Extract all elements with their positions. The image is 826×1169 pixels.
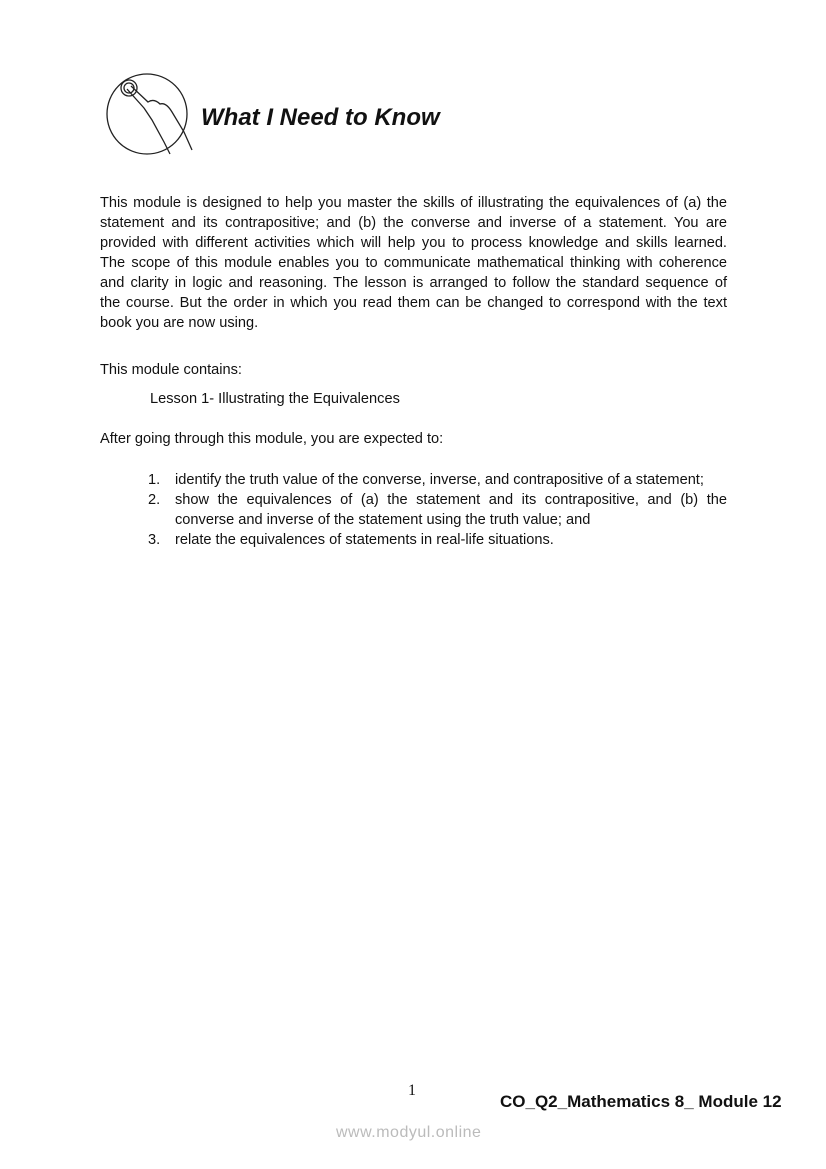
intro-line: statement and its contrapositive; and (b) the converse and inverse of a statement. You are: [100, 215, 727, 231]
objective-text: identify the truth value of the converse, inverse, and contrapositive of a statement;: [175, 472, 704, 488]
hand-pointer-icon: [104, 72, 198, 158]
objective-number: 3.: [148, 532, 161, 548]
expect-label: After going through this module, you are expected to:: [100, 431, 444, 447]
module-footer: CO_Q2_Mathematics 8_ Module 12: [500, 1092, 782, 1111]
intro-line: book you are now using.: [100, 315, 259, 331]
objective-number: 2.: [148, 492, 161, 508]
intro-line: the course. But the order in which you read them can be changed to correspond with the text: [100, 295, 727, 311]
watermark: www.modyul.online: [336, 1124, 482, 1141]
objective-text: relate the equivalences of statements in real-life situations.: [175, 532, 554, 548]
intro-line: This module is designed to help you master the skills of illustrating the equivalences of (a) the: [100, 195, 727, 211]
contains-label: This module contains:: [100, 362, 242, 378]
objective-number: 1.: [148, 472, 161, 488]
intro-line: The scope of this module enables you to communicate mathematical thinking with coherence: [100, 255, 727, 271]
section-title: What I Need to Know: [201, 104, 440, 131]
intro-line: and clarity in logic and reasoning. The lesson is arranged to follow the standard sequence of: [100, 275, 727, 291]
page-number: 1: [408, 1082, 416, 1099]
objective-text: converse and inverse of the statement using the truth value; and: [175, 512, 591, 528]
objective-text: show the equivalences of (a) the statement and its contrapositive, and (b) the: [175, 492, 727, 508]
intro-line: provided with different activities which will help you to process knowledge and skills learned.: [100, 235, 727, 251]
lesson-item: Lesson 1- Illustrating the Equivalences: [150, 391, 400, 407]
